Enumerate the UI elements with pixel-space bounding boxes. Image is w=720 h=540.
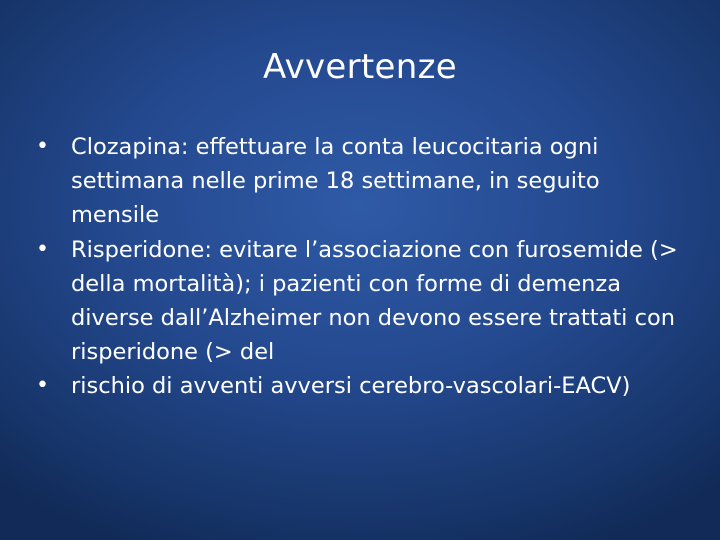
bullet-text: Risperidone: evitare l’associazione con furosemide (> della mortalità); i pazienti con forme di demenza diverse dall’Alzheimer non devono essere trattati con risperidone (> del: [71, 236, 678, 366]
bullet-item: [36, 369, 686, 403]
bullet-marker-icon: •: [36, 373, 49, 399]
bullet-item: [36, 233, 686, 370]
bullet-marker-icon: •: [36, 134, 49, 159]
bullet-text: Clozapina: effettuare la conta leucocitaria ogni settimana nelle prime 18 settimane, in seguito mensile: [71, 134, 600, 229]
bullet-list: [36, 130, 686, 404]
bullet-item: [36, 130, 686, 233]
bullet-marker-icon: •: [36, 236, 49, 262]
bullet-text: rischio di avventi avversi cerebro-vascolari-EACV): [71, 373, 631, 400]
slide-title: Avvertenze: [263, 47, 457, 87]
